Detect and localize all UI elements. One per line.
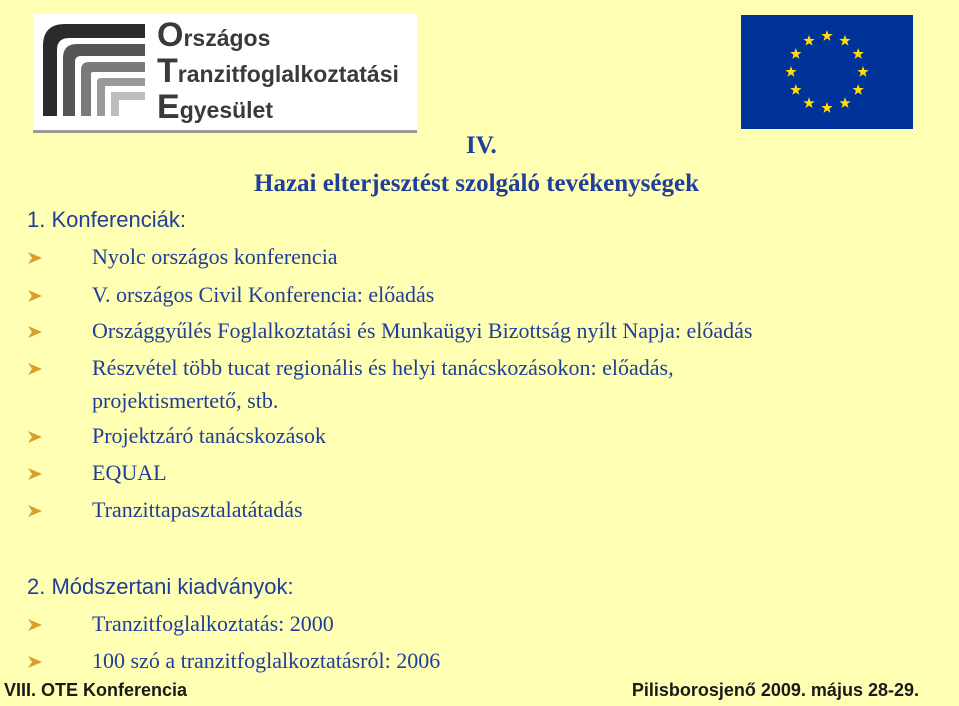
logo-text-line-1: Országos: [157, 16, 271, 54]
arrow-bullet-icon: [28, 431, 42, 443]
logo-text-line-2: Tranzitfoglalkoztatási: [157, 52, 399, 90]
list-item: Országgyűlés Foglalkoztatási és Munkaügyi Bizottság nyílt Napja: előadás: [92, 318, 753, 343]
arrow-bullet-icon: [28, 290, 42, 302]
arrow-bullet-icon: [28, 252, 42, 264]
list-item: V. országos Civil Konferencia: előadás: [92, 282, 435, 307]
arrow-bullet-icon: [28, 656, 42, 668]
slide-number: IV.: [466, 132, 497, 159]
arrow-bullet-icon: [28, 326, 42, 338]
list-item: 100 szó a tranzitfoglalkoztatásról: 2006: [92, 648, 441, 673]
section-heading-publications: 2. Módszertani kiadványok:: [27, 574, 294, 599]
list-item: EQUAL: [92, 460, 167, 485]
list-item-continuation: projektismertető, stb.: [92, 388, 279, 413]
footer-location-date: Pilisborosjenő 2009. május 28-29.: [631, 680, 919, 700]
logo-text-line-3: Egyesület: [157, 88, 274, 126]
arrow-bullet-icon: [28, 505, 42, 517]
list-item: Részvétel több tucat regionális és helyi tanácskozásokon: előadás,: [92, 355, 674, 380]
logo-swirl-icon: [35, 16, 153, 126]
arrow-bullet-icon: [28, 363, 42, 375]
list-item: Nyolc országos konferencia: [92, 244, 338, 269]
footer-conference-name: VIII. OTE Konferencia: [4, 680, 188, 700]
arrow-bullet-icon: [28, 619, 42, 631]
slide-title: Hazai elterjesztést szolgáló tevékenységek: [254, 170, 699, 197]
section-heading-conferences: 1. Konferenciák:: [27, 207, 186, 232]
organization-logo: [33, 14, 417, 133]
list-item: Tranzittapasztalatátadás: [92, 497, 303, 522]
arrow-bullet-icon: [28, 468, 42, 480]
list-item: Projektzáró tanácskozások: [92, 423, 326, 448]
eu-flag-icon: [741, 15, 913, 129]
list-item: Tranzitfoglalkoztatás: 2000: [92, 611, 334, 636]
